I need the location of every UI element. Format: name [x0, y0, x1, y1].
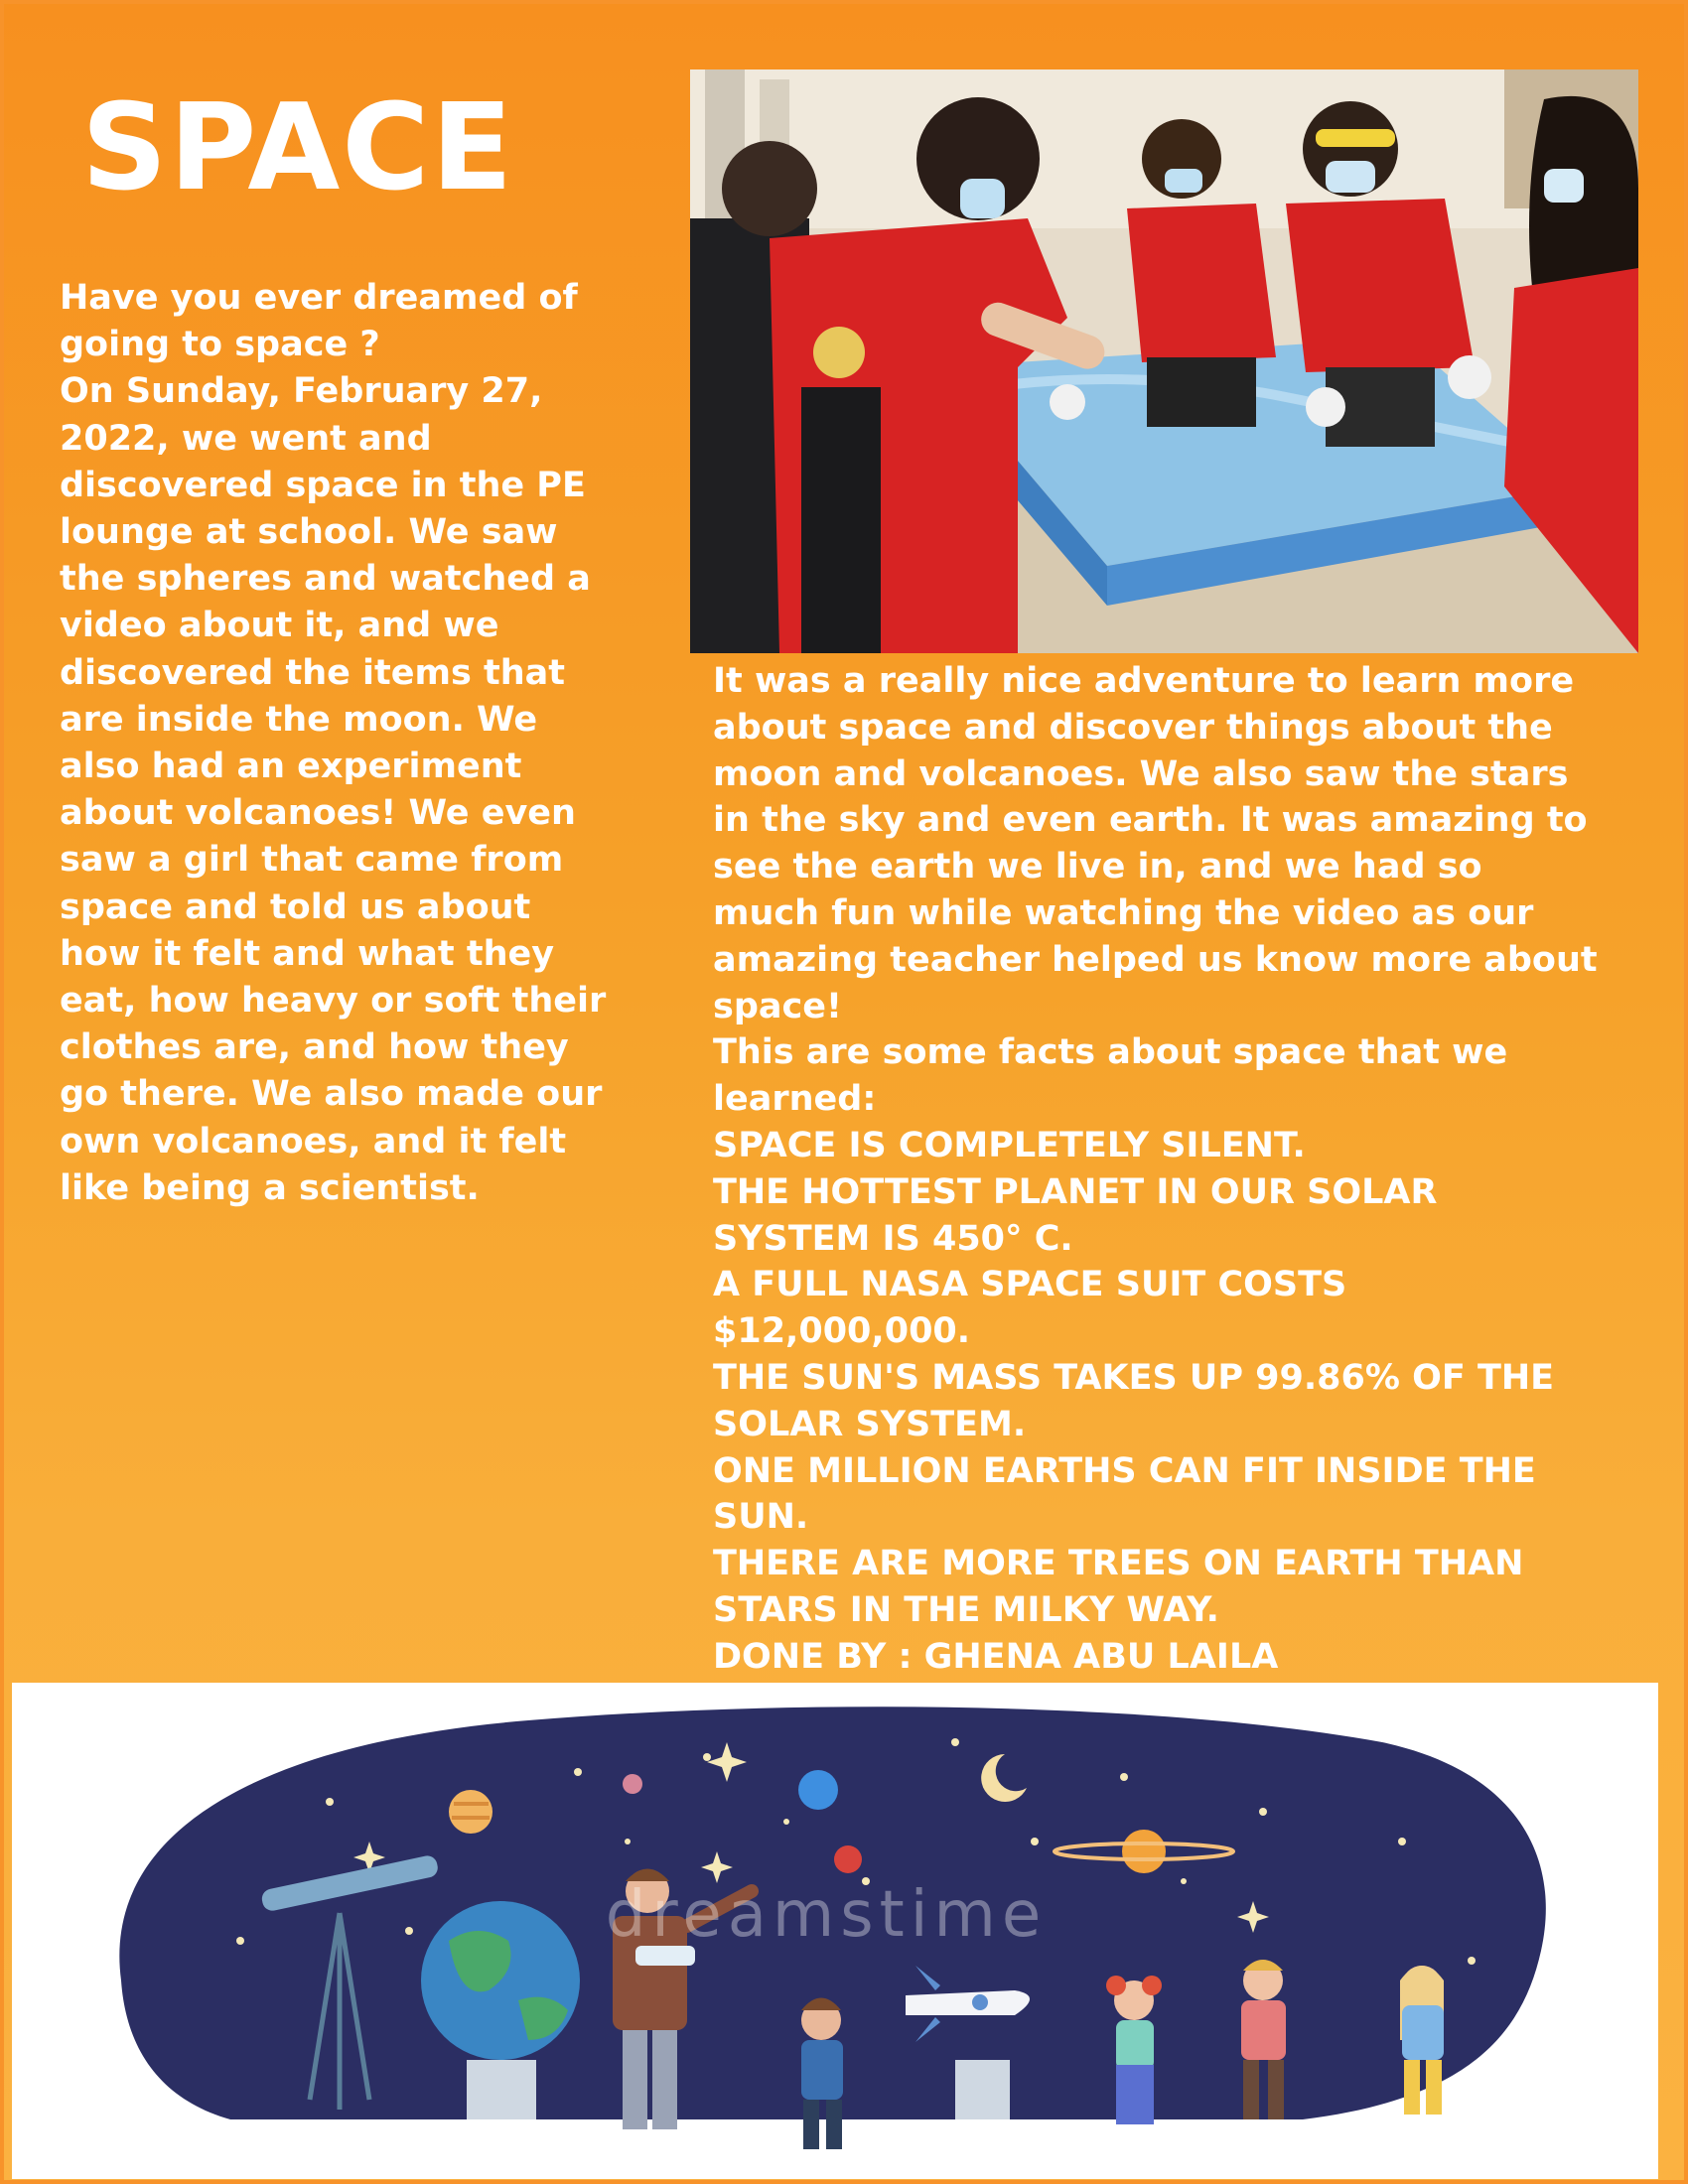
- fact-line: SOLAR SYSTEM.: [713, 1404, 1027, 1444]
- adventure-line: about space and discover things about the: [713, 707, 1553, 748]
- facts-intro-line: This are some facts about space that we: [713, 1032, 1508, 1073]
- intro-line: like being a scientist.: [60, 1167, 480, 1208]
- adventure-line: much fun while watching the video as our: [713, 892, 1534, 933]
- adventure-line: space!: [713, 986, 842, 1026]
- intro-line: space and told us about: [60, 887, 531, 927]
- intro-line: about volcanoes! We even: [60, 793, 576, 834]
- intro-line: also had an experiment: [60, 747, 522, 787]
- fact-line: THE HOTTEST PLANET IN OUR SOLAR: [713, 1171, 1438, 1212]
- page-title: SPACE: [81, 79, 515, 217]
- adventure-line: amazing teacher helped us know more about: [713, 939, 1598, 980]
- pink-planet-icon: [623, 1774, 642, 1794]
- fact-line: ONE MILLION EARTHS CAN FIT INSIDE THE: [713, 1450, 1536, 1491]
- intro-line: Have you ever dreamed of: [60, 278, 578, 318]
- child-figure: [801, 1998, 843, 2150]
- intro-line: discovered space in the PE: [60, 465, 586, 505]
- intro-line: clothes are, and how they: [60, 1027, 569, 1068]
- intro-article: [60, 275, 695, 1212]
- intro-line: the spheres and watched a: [60, 559, 591, 600]
- jupiter-icon: [449, 1790, 492, 1834]
- adventure-line: It was a really nice adventure to learn more: [713, 661, 1575, 701]
- intro-line: eat, how heavy or soft their: [60, 981, 607, 1022]
- adventure-article: [713, 658, 1666, 1681]
- author-credit: DONE BY : GHENA ABU LAILA: [713, 1636, 1279, 1677]
- intro-line: video about it, and we: [60, 606, 499, 646]
- intro-line: 2022, we went and: [60, 418, 432, 459]
- adventure-line: in the sky and even earth. It was amazing to: [713, 800, 1588, 841]
- adventure-line: see the earth we live in, and we had so: [713, 847, 1482, 887]
- fact-line: STARS IN THE MILKY WAY.: [713, 1589, 1219, 1630]
- fact-line: THE SUN'S MASS TAKES UP 99.86% OF THE: [713, 1357, 1555, 1398]
- watermark: dreamstime: [605, 1878, 1048, 1952]
- fact-line: $12,000,000.: [713, 1311, 971, 1352]
- fact-line: SPACE IS COMPLETELY SILENT.: [713, 1125, 1306, 1165]
- intro-line: how it felt and what they: [60, 933, 555, 974]
- intro-line: discovered the items that: [60, 652, 565, 693]
- intro-line: are inside the moon. We: [60, 699, 538, 740]
- intro-line: lounge at school. We saw: [60, 512, 558, 553]
- intro-line: going to space ?: [60, 325, 380, 365]
- intro-line: go there. We also made our: [60, 1074, 603, 1115]
- intro-line: own volcanoes, and it felt: [60, 1121, 567, 1161]
- intro-line: saw a girl that came from: [60, 840, 564, 881]
- space-illustration: [12, 1683, 1658, 2179]
- adventure-line: moon and volcanoes. We also saw the stars: [713, 753, 1569, 794]
- fact-line: A FULL NASA SPACE SUIT COSTS: [713, 1265, 1347, 1305]
- fact-line: SYSTEM IS 450° C.: [713, 1218, 1073, 1259]
- red-planet-icon: [834, 1845, 862, 1873]
- classroom-photo: [690, 69, 1638, 653]
- fact-line: SUN.: [713, 1497, 809, 1538]
- blue-planet-icon: [798, 1770, 838, 1810]
- child-figure: [1400, 1966, 1444, 2115]
- intro-line: On Sunday, February 27,: [60, 371, 543, 412]
- facts-intro-line: learned:: [713, 1079, 877, 1120]
- fact-line: THERE ARE MORE TREES ON EARTH THAN: [713, 1544, 1524, 1584]
